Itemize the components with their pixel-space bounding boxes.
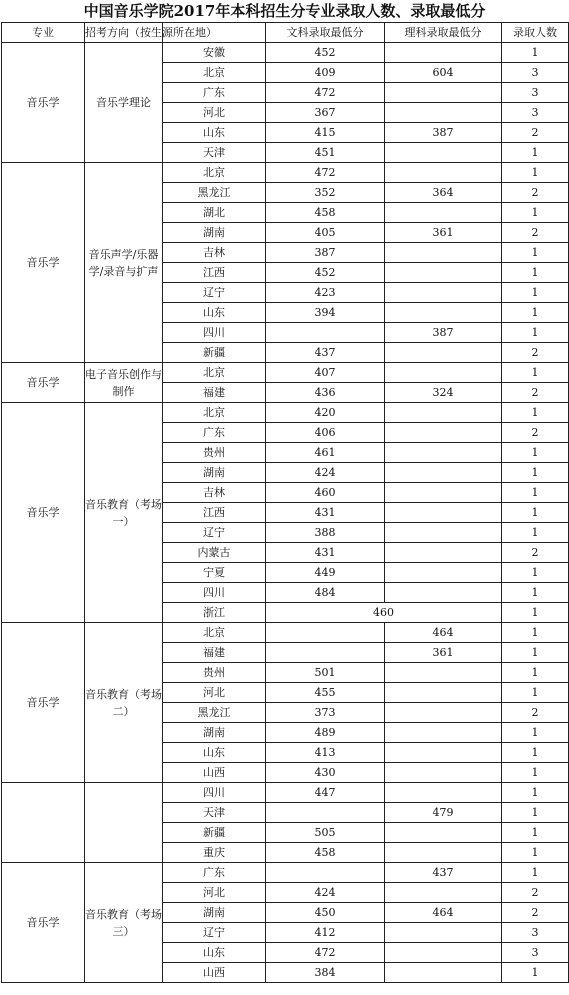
li-score-cell <box>385 703 502 723</box>
count-cell: 1 <box>502 723 569 743</box>
wen-score-cell: 423 <box>266 283 385 303</box>
table-row <box>2 363 569 383</box>
wen-score-cell <box>266 803 385 823</box>
li-score-cell <box>385 963 502 983</box>
wen-score-cell: 501 <box>266 663 385 683</box>
wen-score-cell: 437 <box>266 343 385 363</box>
count-cell: 2 <box>502 223 569 243</box>
li-score-cell <box>385 143 502 163</box>
province-cell: 福建 <box>163 643 266 663</box>
province-cell: 黑龙江 <box>163 183 266 203</box>
count-cell: 1 <box>502 783 569 803</box>
wen-score-cell <box>266 863 385 883</box>
province-cell: 内蒙古 <box>163 543 266 563</box>
header-li-min: 理科录取最低分 <box>385 23 502 43</box>
wen-score-cell: 451 <box>266 143 385 163</box>
count-cell: 1 <box>502 483 569 503</box>
li-score-cell <box>385 483 502 503</box>
count-cell: 1 <box>502 663 569 683</box>
province-cell: 四川 <box>163 323 266 343</box>
li-score-cell: 324 <box>385 383 502 403</box>
count-cell: 1 <box>502 643 569 663</box>
wen-score-cell: 407 <box>266 363 385 383</box>
wen-score-cell: 447 <box>266 783 385 803</box>
wen-score-cell: 413 <box>266 743 385 763</box>
li-score-cell <box>385 83 502 103</box>
li-score-cell <box>385 683 502 703</box>
li-score-cell <box>385 783 502 803</box>
province-cell: 河北 <box>163 683 266 703</box>
wen-score-cell: 424 <box>266 883 385 903</box>
admission-table <box>1 22 569 983</box>
li-score-cell <box>385 43 502 63</box>
province-cell: 北京 <box>163 63 266 83</box>
count-cell: 1 <box>502 603 569 623</box>
li-score-cell <box>385 563 502 583</box>
province-cell: 贵州 <box>163 663 266 683</box>
li-score-cell: 479 <box>385 803 502 823</box>
wen-score-cell: 449 <box>266 563 385 583</box>
count-cell: 2 <box>502 423 569 443</box>
province-cell: 四川 <box>163 583 266 603</box>
document-title: 中国音乐学院2017年本科招生分专业录取人数、录取最低分 <box>83 2 486 20</box>
li-score-cell <box>385 883 502 903</box>
header-row <box>2 23 569 43</box>
count-cell: 1 <box>502 363 569 383</box>
province-cell: 山东 <box>163 123 266 143</box>
li-score-cell: 437 <box>385 863 502 883</box>
major-cell: 音乐学 <box>2 163 85 363</box>
li-score-cell <box>385 843 502 863</box>
wen-score-cell: 412 <box>266 923 385 943</box>
wen-score-cell: 373 <box>266 703 385 723</box>
count-cell: 1 <box>502 463 569 483</box>
count-cell: 1 <box>502 623 569 643</box>
count-cell: 2 <box>502 903 569 923</box>
count-cell: 3 <box>502 943 569 963</box>
count-cell: 1 <box>502 743 569 763</box>
header-wen-min: 文科录取最低分 <box>266 23 385 43</box>
province-cell: 湖南 <box>163 463 266 483</box>
li-score-cell <box>385 743 502 763</box>
direction-cell: 音乐声学/乐器学/录音与扩声 <box>85 163 163 363</box>
count-cell: 1 <box>502 803 569 823</box>
province-cell: 北京 <box>163 623 266 643</box>
li-score-cell: 604 <box>385 63 502 83</box>
count-cell: 1 <box>502 503 569 523</box>
li-score-cell: 387 <box>385 323 502 343</box>
count-cell: 1 <box>502 763 569 783</box>
province-cell: 安徽 <box>163 43 266 63</box>
direction-cell <box>85 783 163 863</box>
wen-score-cell: 431 <box>266 503 385 523</box>
wen-score-cell: 430 <box>266 763 385 783</box>
province-cell: 新疆 <box>163 343 266 363</box>
count-cell: 1 <box>502 323 569 343</box>
province-cell: 福建 <box>163 383 266 403</box>
li-score-cell <box>385 663 502 683</box>
province-cell: 吉林 <box>163 483 266 503</box>
province-cell: 吉林 <box>163 243 266 263</box>
count-cell: 1 <box>502 303 569 323</box>
li-score-cell: 361 <box>385 643 502 663</box>
wen-score-cell: 460 <box>266 483 385 503</box>
table-row <box>2 403 569 423</box>
province-cell: 辽宁 <box>163 283 266 303</box>
province-cell: 山西 <box>163 763 266 783</box>
count-cell: 1 <box>502 43 569 63</box>
count-cell: 1 <box>502 963 569 983</box>
count-cell: 1 <box>502 263 569 283</box>
li-score-cell <box>385 923 502 943</box>
count-cell: 2 <box>502 343 569 363</box>
li-score-cell <box>385 523 502 543</box>
count-cell: 1 <box>502 163 569 183</box>
count-cell: 1 <box>502 283 569 303</box>
province-cell: 湖南 <box>163 723 266 743</box>
li-score-cell <box>385 763 502 783</box>
province-cell: 山东 <box>163 743 266 763</box>
li-score-cell: 464 <box>385 623 502 643</box>
count-cell: 1 <box>502 443 569 463</box>
province-cell: 重庆 <box>163 843 266 863</box>
province-cell: 天津 <box>163 143 266 163</box>
count-cell: 2 <box>502 123 569 143</box>
wen-score-cell: 405 <box>266 223 385 243</box>
li-score-cell <box>385 243 502 263</box>
province-cell: 广东 <box>163 863 266 883</box>
li-score-cell <box>385 263 502 283</box>
count-cell: 1 <box>502 823 569 843</box>
wen-score-cell <box>266 623 385 643</box>
province-cell: 宁夏 <box>163 563 266 583</box>
li-score-cell <box>385 203 502 223</box>
province-cell: 辽宁 <box>163 923 266 943</box>
li-score-cell <box>385 423 502 443</box>
major-cell: 音乐学 <box>2 863 85 983</box>
wen-score-cell <box>266 643 385 663</box>
province-cell: 河北 <box>163 103 266 123</box>
wen-score-cell <box>266 323 385 343</box>
wen-score-cell: 458 <box>266 843 385 863</box>
li-score-cell <box>385 583 502 603</box>
province-cell: 湖南 <box>163 223 266 243</box>
wen-score-cell: 489 <box>266 723 385 743</box>
li-score-cell <box>385 543 502 563</box>
wen-score-cell: 431 <box>266 543 385 563</box>
count-cell: 1 <box>502 523 569 543</box>
wen-score-cell: 384 <box>266 963 385 983</box>
province-cell: 辽宁 <box>163 523 266 543</box>
count-cell: 1 <box>502 583 569 603</box>
header-direction: 招考方向（按生源所在地） <box>85 23 163 43</box>
count-cell: 3 <box>502 103 569 123</box>
province-cell: 山东 <box>163 303 266 323</box>
wen-score-cell: 455 <box>266 683 385 703</box>
wen-score-cell: 452 <box>266 43 385 63</box>
count-cell: 2 <box>502 183 569 203</box>
wen-score-cell: 394 <box>266 303 385 323</box>
li-score-cell <box>385 163 502 183</box>
li-score-cell: 361 <box>385 223 502 243</box>
wen-score-cell: 387 <box>266 243 385 263</box>
li-score-cell: 364 <box>385 183 502 203</box>
wen-score-cell: 505 <box>266 823 385 843</box>
major-cell: 音乐学 <box>2 623 85 783</box>
major-cell <box>2 783 85 863</box>
major-cell: 音乐学 <box>2 363 85 403</box>
table-row <box>2 863 569 883</box>
merged-score-cell: 460 <box>266 603 502 623</box>
major-cell: 音乐学 <box>2 403 85 623</box>
count-cell: 1 <box>502 563 569 583</box>
province-cell: 北京 <box>163 403 266 423</box>
direction-cell: 音乐教育（考场二） <box>85 623 163 783</box>
major-cell: 音乐学 <box>2 43 85 163</box>
province-cell: 山西 <box>163 963 266 983</box>
wen-score-cell: 415 <box>266 123 385 143</box>
wen-score-cell: 472 <box>266 943 385 963</box>
province-cell: 天津 <box>163 803 266 823</box>
count-cell: 1 <box>502 403 569 423</box>
province-cell: 黑龙江 <box>163 703 266 723</box>
count-cell: 1 <box>502 843 569 863</box>
province-cell: 北京 <box>163 363 266 383</box>
count-cell: 3 <box>502 63 569 83</box>
wen-score-cell: 458 <box>266 203 385 223</box>
wen-score-cell: 472 <box>266 83 385 103</box>
li-score-cell <box>385 463 502 483</box>
count-cell: 2 <box>502 383 569 403</box>
count-cell: 2 <box>502 543 569 563</box>
wen-score-cell: 424 <box>266 463 385 483</box>
count-cell: 1 <box>502 143 569 163</box>
li-score-cell <box>385 363 502 383</box>
wen-score-cell: 452 <box>266 263 385 283</box>
count-cell: 1 <box>502 203 569 223</box>
province-cell: 河北 <box>163 883 266 903</box>
count-cell: 3 <box>502 923 569 943</box>
li-score-cell <box>385 443 502 463</box>
province-cell: 广东 <box>163 423 266 443</box>
count-cell: 3 <box>502 83 569 103</box>
wen-score-cell: 461 <box>266 443 385 463</box>
direction-cell: 音乐教育（考场一） <box>85 403 163 623</box>
province-cell: 湖南 <box>163 903 266 923</box>
li-score-cell <box>385 283 502 303</box>
table-row <box>2 623 569 643</box>
province-cell: 广东 <box>163 83 266 103</box>
li-score-cell <box>385 103 502 123</box>
province-cell: 江西 <box>163 503 266 523</box>
province-cell: 山东 <box>163 943 266 963</box>
header-major: 专业 <box>2 23 85 43</box>
direction-cell: 音乐教育（考场三） <box>85 863 163 983</box>
li-score-cell: 464 <box>385 903 502 923</box>
li-score-cell <box>385 343 502 363</box>
header-count: 录取人数 <box>502 23 569 43</box>
wen-score-cell: 420 <box>266 403 385 423</box>
wen-score-cell: 436 <box>266 383 385 403</box>
count-cell: 1 <box>502 683 569 703</box>
count-cell: 1 <box>502 863 569 883</box>
wen-score-cell: 472 <box>266 163 385 183</box>
province-cell: 北京 <box>163 163 266 183</box>
li-score-cell <box>385 823 502 843</box>
province-cell: 江西 <box>163 263 266 283</box>
li-score-cell <box>385 503 502 523</box>
wen-score-cell: 352 <box>266 183 385 203</box>
count-cell: 1 <box>502 243 569 263</box>
wen-score-cell: 450 <box>266 903 385 923</box>
direction-cell: 电子音乐创作与制作 <box>85 363 163 403</box>
province-cell: 贵州 <box>163 443 266 463</box>
table-row <box>2 783 569 803</box>
count-cell: 2 <box>502 703 569 723</box>
table-row <box>2 43 569 63</box>
province-cell: 新疆 <box>163 823 266 843</box>
direction-cell: 音乐学理论 <box>85 43 163 163</box>
province-cell: 浙江 <box>163 603 266 623</box>
li-score-cell <box>385 303 502 323</box>
wen-score-cell: 367 <box>266 103 385 123</box>
wen-score-cell: 406 <box>266 423 385 443</box>
count-cell: 2 <box>502 883 569 903</box>
table-row <box>2 163 569 183</box>
li-score-cell: 387 <box>385 123 502 143</box>
li-score-cell <box>385 403 502 423</box>
wen-score-cell: 409 <box>266 63 385 83</box>
province-cell: 四川 <box>163 783 266 803</box>
wen-score-cell: 388 <box>266 523 385 543</box>
province-cell: 湖北 <box>163 203 266 223</box>
li-score-cell <box>385 723 502 743</box>
wen-score-cell: 484 <box>266 583 385 603</box>
li-score-cell <box>385 943 502 963</box>
